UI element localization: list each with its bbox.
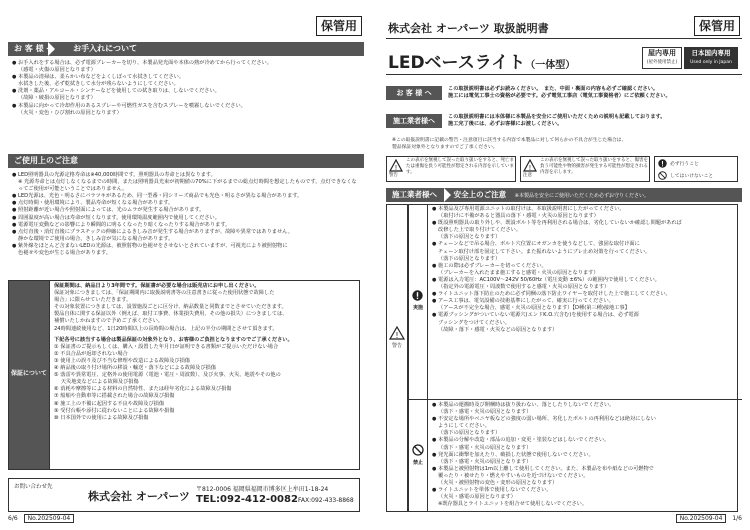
customer-tag: お 客 様 へ: [386, 86, 442, 100]
safety-band-note: ※本製品を安全にご使用いただくため必ずお守りください。: [514, 193, 649, 199]
list-item: ● 照射距離が近い場合や照射面によっては、光のムラが発生する場合があります。: [12, 207, 357, 214]
installer-tag: 施工業者様へ: [386, 114, 442, 128]
list-item: ● チェーンなどで吊る場合、ボルト穴位置にオガンカを使うなどして、強固な取付け面に チェーン取付け部を固定して下さい。また振れないようにブレ止め対策を行ってください。 （落下の原因となります）: [432, 241, 736, 262]
company-address: 〒812-0006 福岡県福岡市博多区上牟田1-18-24: [196, 486, 329, 493]
keep-label: 保管用: [694, 16, 740, 36]
japan-badge: 日本国内専用 Used only in Japan: [684, 47, 738, 69]
list-item: ● 本製品の清掃は、柔らかい布などをよくしぼって水拭きしてください。 水拭きした後、必ず乾拭きして水分が残らないようにしてください。: [12, 74, 357, 88]
note-text: ※この取扱説明書に記載の警告・注意項目に該当する内容で本製品に対して何らかの不具合が生じた場合は、 製品保証対象外となりますのでご了承ください。: [392, 138, 627, 150]
customer-care-band: [8, 42, 364, 56]
safety-band: [386, 188, 742, 202]
header-rule: [386, 38, 742, 39]
list-item: ● 本製品に向かって冷却作用のあるスプレーや可燃性ガスを含むスプレーを噴霧しないでください。 （火災・変色・ひび割れの原因となります）: [12, 103, 357, 117]
list-item: ● 洗剤・薬品・アルコール・シンナーなどを使用しての拭き取りは、しないでください。 （故障・破損の原因となります）: [12, 88, 357, 102]
product-name: LEDベースライト（一体型）: [388, 53, 576, 73]
safety-band-installer: 施工業者様へ: [392, 190, 437, 199]
caution-icon: [523, 159, 537, 172]
list-item: ● アース工事は、電気設備の技術基準にしたがって、確実に行ってください。 （アースが不完全な場合、感電・火災の原因となります）【D種(第三種)接地工事】: [432, 298, 736, 312]
list-item: ● 施工の際は必ずブレーカーを切ってください。 （ブレーカーを入れたまま施工すると感電・火災の原因となります）: [432, 263, 736, 277]
list-item: ● ライトユニットを単体で使用しないでください。 （火災・感電の原因となります） ※既存器具とライトユニットを組合せて使用しないでください。: [432, 487, 736, 508]
contact-label: お問い合わせ先: [14, 484, 53, 490]
indoor-badge: 屋内専用 (屋外使用禁止): [642, 47, 682, 69]
list-item: ● 電源ブッシングがついていない電源穴(エンドK.O.穴含む)を使用する場合は、必ず電源 ブッシングをつけてください。 （故障・落下・感電・火災などの原因となります）: [432, 312, 736, 333]
list-item: ● 本製品の分解や改造・部品の追加・変更・塗装などはしないでください。 （落下・感電・火災の原因となります）: [432, 437, 736, 451]
list-item: ● 本製品の運搬時及び開梱時は抜り扱わない、落としたりしないでください。 （落下・感電・火災の原因となります）: [432, 402, 736, 416]
list-item: ● 紫外線をほとんど含まないLEDの光源は、被照射物の色褪せをさせないとされていますが、可視光により被照射物に 色褪せや変色が生じる場合があります。: [12, 243, 357, 257]
legend-warning-label: 警告: [389, 173, 398, 178]
doc-number: No.202509-04: [24, 514, 75, 523]
care-list: [12, 60, 357, 117]
list-item: ● 点灯直後・消灯直後にプラスチックの伸縮によるきしみ音が発生する場合がありますが、故障や異常ではありません。 静かな環境でご使用の場合、きしみ音が気になる場合があります。: [12, 229, 357, 243]
doc-number: No.202509-04: [676, 514, 727, 523]
usage-title: ご使用上のご注意: [14, 156, 78, 165]
legend-must-text: 必ず行うこと: [670, 162, 699, 167]
svg-text:!: !: [395, 165, 397, 172]
legend-caution-text: この表示を無視して誤った取り扱いをすると、傷害を負う可能性や物的損害が発生する可能性が想定される内容を示します。: [540, 158, 648, 175]
left-page: [8, 8, 364, 520]
right-page: [386, 8, 742, 520]
page-number: 6/6: [8, 515, 18, 522]
must-col: [408, 204, 428, 400]
list-item: ● 発光面に衝撃を加えたり、破損した状態で使用しないでください。 （落下・感電・火災の原因となります）: [432, 452, 736, 466]
list-item: ● お手入れをする場合は、必ず電源ブレーカーを切り、本製品発光面や本体の熱が冷めてから行ってください。 （感電・火傷の原因となります）: [12, 60, 357, 74]
company-name: 株式会社 オーパーツ: [88, 490, 190, 503]
customer-label: お 客 様 へ: [14, 44, 55, 53]
header-title: 株式会社 オーパーツ 取扱説明書: [388, 22, 549, 35]
customer-text: この取扱説明書は必ずお読みください。 また、中面・裏面の内容も必ずご確認ください。 施工には電気工事士の資格が必要です。必ず電気工事店（電気工事資格者）にご依頼ください。: [448, 86, 671, 100]
svg-text:!: !: [529, 165, 531, 172]
legend-warning-text: この表示を無視して誤った取り扱いをすると、死亡または重傷を負う可能性が想定される内容を示しています。: [406, 158, 514, 175]
list-item: ● LED照明器具の光源定格寿命は※40,000時間です。照明器具の寿命とは異なります。 ※ 光源寿命とは点灯しなくなるまでの時間、または照明器具光束が初期値の70%に下がるまでの総点灯時間を想定したものです。点灯できなくなってご使用が可能ということではありません。: [12, 172, 357, 193]
list-item: ● 本製品及び専用電源ユニットの取付けは、本取扱説明書にしたがってください。 （取付けに不備があると器具の落下・感電・火災の原因となります）: [432, 206, 736, 220]
installer-text: この取扱説明書には本体様に本製品を安全にご使用いただくための説明も記載しております。 施工完了後には、必ずお客様にお渡しください。: [448, 114, 666, 128]
must-label: 実施: [412, 305, 423, 311]
ban-list: [432, 402, 736, 508]
product-rule: [386, 74, 742, 75]
list-item: ● 周囲温度が高い場合は寿命が短くなります。使用環境温度範囲内で使用してください。: [12, 215, 357, 222]
list-item: ● ライトユニット落下防止のために必ず同梱の落下防止ワイヤーを取付けした上で施工してください。: [432, 291, 736, 298]
must-do-icon: [412, 290, 423, 301]
company-tel: TEL:092-412-0082: [196, 494, 298, 505]
warning-icon: [389, 326, 405, 340]
list-item: ● 電源電圧変動などの影響により瞬間的に明るくなったり暗くなったりする場合があります。: [12, 222, 357, 229]
svg-text:!: !: [395, 331, 399, 340]
warning-label: 警告: [391, 343, 402, 349]
list-item: ● 点灯時間・使用環境により、製品寿命が短くなる場合があります。: [12, 200, 357, 207]
warranty-text: 保証期間は、納品日より3年間です。保証書が必要な場合は販売店にお申し出ください。 保証対象につきましては、「保証期間内に取扱説明書等の注意書きに従った使用状態で故障した 場合」に限らせていただきます。 その対象装置につきましては、設置施設ごとに区分け、納品数量と同数までとさせていただきます。 製品自体に関する保証以外（例えば、取付工事費、休業損失費用、その他の損失）につきましては、 補償いたしかねますので予めご了承ください。 24時間連続使用など、1日20時間以上の長時間の場合は、上記の半分の期間とさせて頂きます。 下記各号に該当する場合は製品保証の対象外となり、お客様のご負担となりますのでご了承ください。 ① 保証書のご提示もしくは、購入・設置した年月日が証明できる書類がご提示いただけない場合 ② 不具合品が返却されない場合 ③ 使用上の誤り及び不当な修理や改造による故障及び損傷 ④ 納品後の取り付け場所の移設・輸送・落下などによる故障及び損傷 ⑤ 落雷や異常電圧、定格外の使用電源（電池・電圧・周波数）、及び火事、火災、地震やその他の 天災地変などによる故障及び損傷 ⑥ 消耗や摩擦等による材料の自然特性、または経年劣化による故障及び損傷 ⑦ 船舶や自動車等に搭載された場合の故障及び損傷 ⑧ 施工上の不備に起因する不良や故障及び損傷 ⑨ 受付台帳や添付に従わないことによる故障や損傷 ⑩ 日本国外での使用による故障及び損傷: [54, 283, 293, 421]
list-item: ● 既設照明器具の取り外しや、既設ボルト等を再利用される場合は、劣化していないか確認し問題があれば 改修した上で取り付けてください。 （落下の原因となります）: [432, 220, 736, 241]
page-footer: [672, 514, 742, 523]
page-number: 1/6: [732, 515, 742, 522]
company-fax: FAX:092-433-8868: [298, 497, 354, 504]
ban-divider: [408, 399, 742, 400]
warning-col: [386, 204, 408, 512]
warranty-label: 保証について: [11, 370, 47, 377]
usage-list: [12, 172, 357, 257]
list-item: ● 不安定な場所やベニヤ板などの強度の弱い場所、劣化したボルトの再利用などは絶対にしない ようにしてください。 （落下の原因となります）: [432, 416, 736, 437]
ban-label: 禁止: [412, 460, 423, 466]
must-do-icon: [658, 159, 667, 168]
usage-band: [8, 154, 364, 168]
ban-icon: [658, 171, 667, 180]
care-title: お手入れについて: [73, 44, 137, 53]
ban-icon: [412, 444, 424, 456]
must-list: [432, 206, 736, 334]
list-item: ● LED光源は、光色・明るさにバラツキがあるため、同一型番・同シリーズ商品でも光色・明るさが異なる場合があります。: [12, 193, 357, 200]
page-footer: [8, 514, 74, 523]
legend-caution-label: 注意: [523, 173, 532, 178]
warning-icon: [389, 159, 403, 172]
keep-label: 保管用: [316, 16, 362, 36]
safety-band-title: 安全上のご注意: [453, 190, 507, 199]
list-item: ● 電源は入力電圧：AC100V〜242V 50/60Hz（電圧変動 ±6%）の範囲内で使用してください。 （指定外の電源電圧・周波数で使用すると感電・火災の原因となります）: [432, 277, 736, 291]
list-item: ● 本製品と被照射物は1m以上離して使用してください。また、本製品を布や紙などの可燃物で 覆ったり・被せたり・燃えやすいものを近づけないでください。 （火災・被照射物の変色・変形の原因となります）: [432, 466, 736, 487]
legend-ban-text: してはいけないこと: [670, 174, 714, 179]
